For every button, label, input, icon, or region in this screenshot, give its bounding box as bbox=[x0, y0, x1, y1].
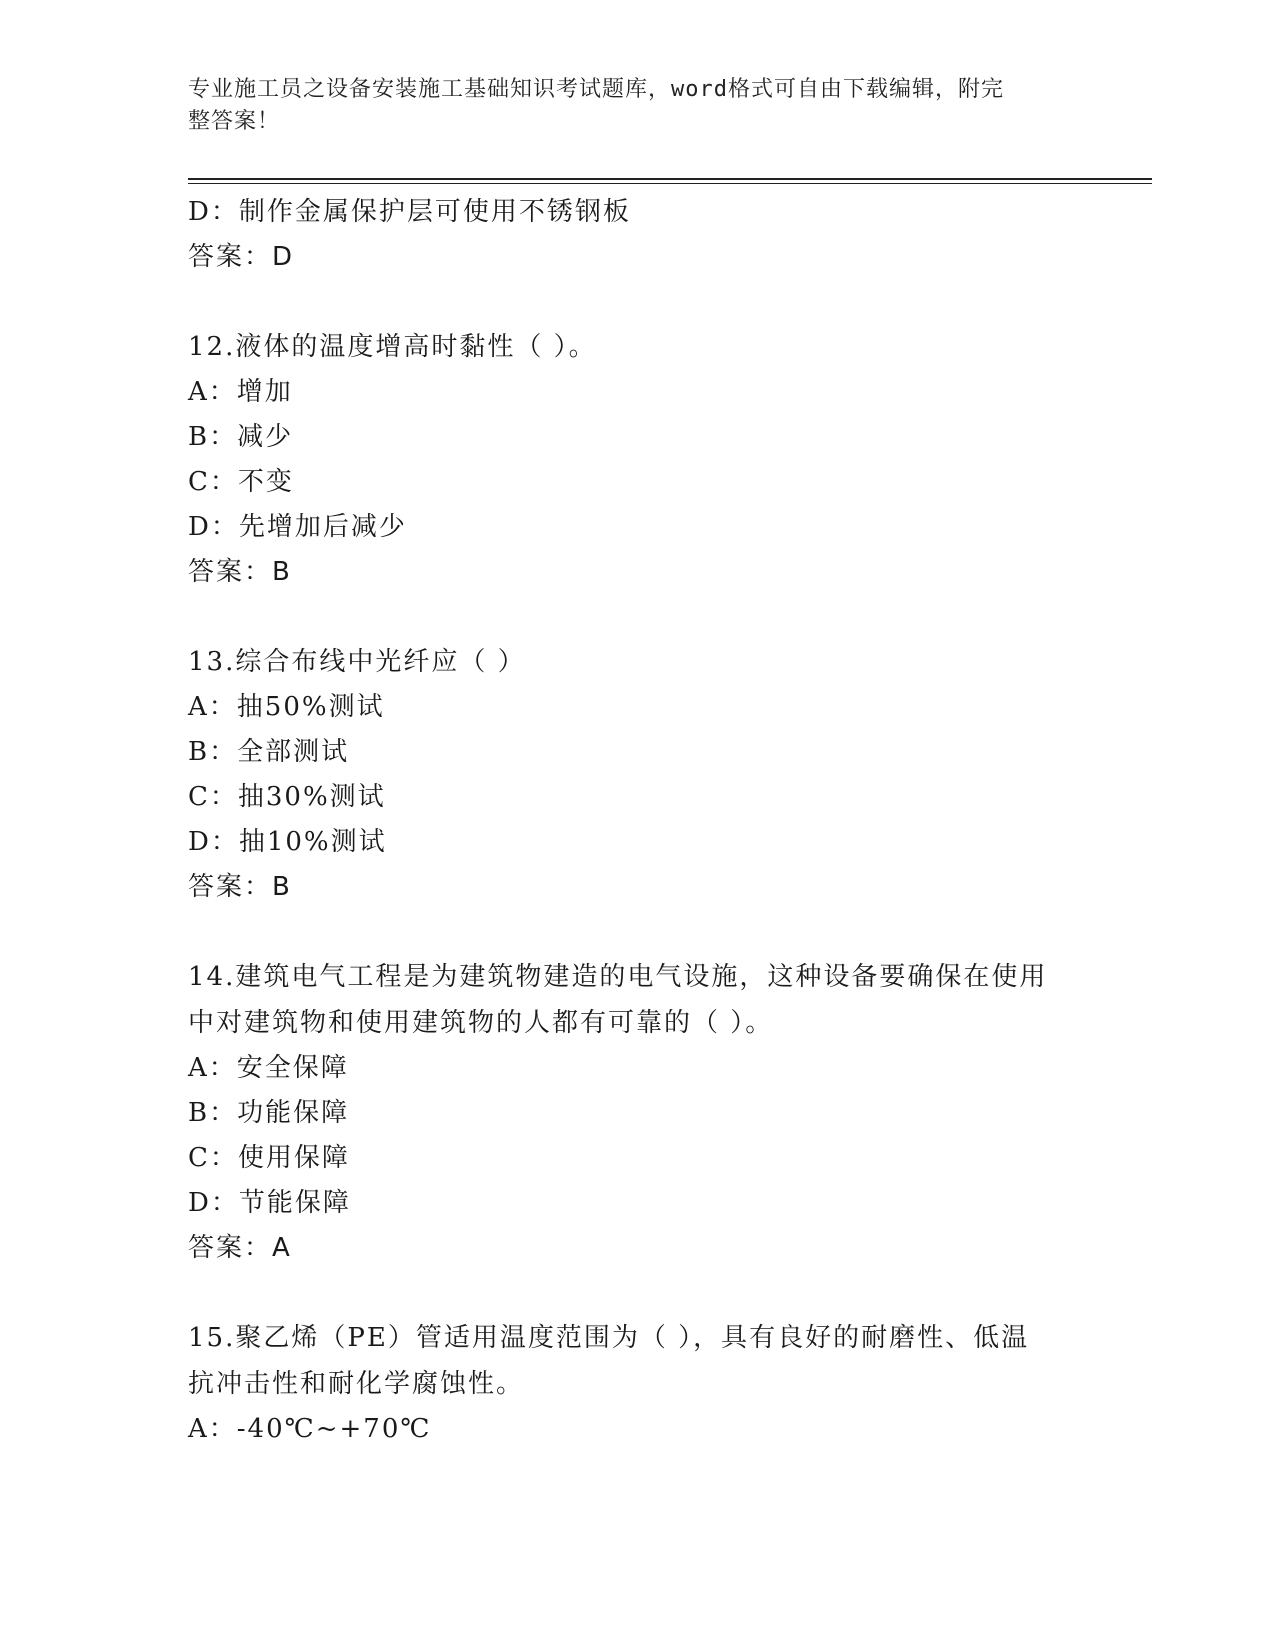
question-15 bbox=[188, 1315, 1088, 1452]
question-stem: 12.液体的温度增高时黏性（ ）。 bbox=[188, 332, 597, 362]
question-14 bbox=[188, 954, 1088, 1271]
option-c: C：使用保障 bbox=[188, 1143, 350, 1173]
option-c: C：不变 bbox=[188, 467, 294, 497]
option-a: A：安全保障 bbox=[188, 1053, 349, 1083]
question-stem-line-1: 14.建筑电气工程是为建筑物建造的电气设施，这种设备要确保在使用 bbox=[188, 962, 1048, 992]
answer: 答案：A bbox=[188, 1233, 292, 1263]
answer: 答案：B bbox=[188, 557, 292, 587]
option-b: B：全部测试 bbox=[188, 737, 350, 767]
option-b: B：功能保障 bbox=[188, 1098, 350, 1128]
question-12 bbox=[188, 324, 1088, 595]
question-13 bbox=[188, 639, 1088, 910]
option-c: C：抽30%测试 bbox=[188, 782, 386, 812]
question-stem: 13.综合布线中光纤应（ ） bbox=[188, 647, 526, 677]
option-a: A：抽50%测试 bbox=[188, 692, 385, 722]
option-d: D：先增加后减少 bbox=[188, 512, 407, 542]
prev-option-d: D：制作金属保护层可使用不锈钢板 bbox=[188, 197, 631, 227]
header-rule-thick bbox=[188, 178, 1152, 180]
question-stem-line-1: 15.聚乙烯（PE）管适用温度范围为（ ），具有良好的耐磨性、低温 bbox=[188, 1323, 1030, 1353]
option-a: A：-40℃~+70℃ bbox=[188, 1414, 432, 1444]
question-stem-line-2: 抗冲击性和耐化学腐蚀性。 bbox=[188, 1369, 525, 1399]
question-content bbox=[188, 190, 1088, 1452]
header-rule-thin bbox=[188, 183, 1152, 184]
header-line-1: 专业施工员之设备安装施工基础知识考试题库，word格式可自由下载编辑，附完 bbox=[188, 77, 1004, 102]
question-stem-line-2: 中对建筑物和使用建筑物的人都有可靠的（ ）。 bbox=[188, 1008, 774, 1038]
option-b: B：减少 bbox=[188, 422, 294, 452]
prev-answer: 答案：D bbox=[188, 242, 295, 272]
header-line-2: 整答案！ bbox=[188, 109, 281, 134]
option-d: D：抽10%测试 bbox=[188, 827, 387, 857]
option-d: D：节能保障 bbox=[188, 1188, 351, 1218]
option-a: A：增加 bbox=[188, 377, 293, 407]
document-header bbox=[188, 74, 1068, 138]
answer: 答案：B bbox=[188, 872, 292, 902]
